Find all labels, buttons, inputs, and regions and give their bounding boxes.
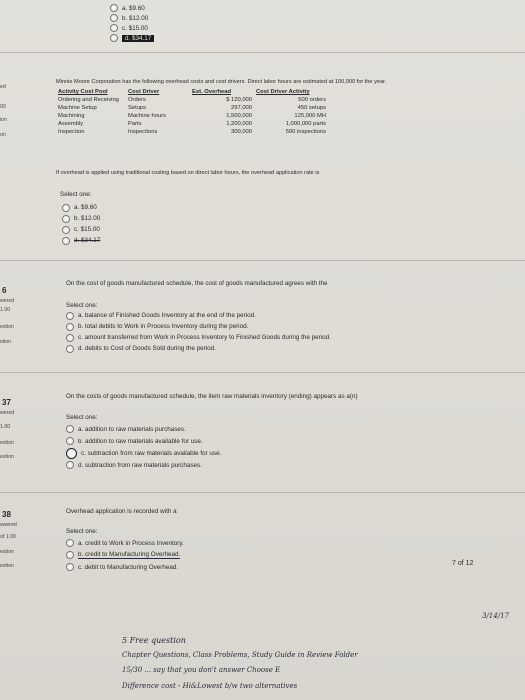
radio-icon[interactable] — [110, 34, 118, 42]
table-cell: Machining — [58, 113, 85, 119]
table-header-row — [56, 88, 328, 96]
divider — [0, 260, 525, 261]
select-one-label: Select one: — [60, 191, 92, 198]
overhead-table — [56, 88, 328, 136]
option-c[interactable]: c. debit to Manufacturing Overhead. — [66, 561, 184, 573]
top-option-d[interactable]: d. $34.17 — [110, 33, 154, 43]
answer-options — [62, 202, 100, 246]
option-d[interactable]: d. $34.17 — [62, 235, 100, 246]
option-b[interactable]: b. addition to raw materials available for use. — [66, 435, 221, 447]
radio-icon[interactable] — [66, 312, 74, 320]
circled-radio-icon[interactable] — [66, 448, 77, 459]
note-line: Chapter Questions, Class Problems, Study Guide in Review Folder — [122, 651, 358, 659]
table-cell: 500 inspections — [285, 129, 326, 135]
question-text: On the cost of goods manufactured schedule, the cost of goods manufactured agrees with the — [66, 280, 328, 287]
table-cell: 1,200,000 — [226, 121, 252, 127]
top-option-b[interactable]: b. $12.00 — [110, 13, 154, 23]
table-cell: $ 120,000 — [226, 97, 252, 103]
radio-icon[interactable] — [66, 334, 74, 342]
note-line: 15/30 ... say that you don't answer Choose E — [122, 666, 281, 674]
radio-icon[interactable] — [62, 226, 70, 234]
question-number: 38 — [2, 510, 11, 519]
sidebar-flag: on — [0, 132, 6, 138]
radio-icon[interactable] — [66, 425, 74, 433]
radio-icon[interactable] — [66, 539, 74, 547]
option-b[interactable]: b. $12.00 — [62, 213, 100, 224]
question-text: On the costs of goods manufactured schedule, the item raw materials inventory (ending) appears as a(n) — [66, 393, 358, 400]
note-date: 3/14/17 — [482, 612, 509, 620]
sidebar-status: ed — [0, 84, 6, 90]
sidebar-flag: estion — [0, 324, 14, 330]
note-line: 5 Free question — [122, 636, 186, 645]
sidebar-status: wered — [0, 298, 15, 304]
top-options — [110, 3, 154, 43]
select-one-label: Select one: — [66, 528, 98, 535]
question-number: 37 — [2, 398, 11, 407]
sidebar-mark: 1.00 — [0, 424, 11, 430]
radio-icon[interactable] — [66, 551, 74, 559]
divider — [0, 492, 525, 493]
sidebar-status: wered — [0, 410, 15, 416]
table-row — [56, 120, 328, 128]
table-header: Cost Driver — [128, 89, 160, 95]
answer-options — [66, 423, 221, 471]
option-b[interactable]: b. credit to Manufacturing Overhead. — [66, 549, 184, 561]
option-d[interactable]: d. debits to Cost of Goods Sold during the period. — [66, 343, 331, 354]
sidebar-flag: stion — [0, 339, 11, 345]
table-cell: 450 setups — [297, 105, 326, 111]
divider — [0, 372, 525, 373]
table-row — [56, 112, 328, 120]
table-cell: 297,000 — [231, 105, 252, 111]
sidebar-flag: estion — [0, 454, 14, 460]
radio-icon[interactable] — [66, 345, 74, 353]
table-cell: 1,000,000 parts — [285, 121, 326, 127]
sidebar-flag: estion — [0, 440, 14, 446]
question-number: 6 — [2, 286, 7, 295]
sidebar-status: swered — [0, 522, 17, 528]
table-cell: Inspections — [128, 129, 158, 135]
divider — [0, 52, 525, 53]
answer-options — [66, 537, 184, 573]
option-b[interactable]: b. total debits to Work in Process Inventory during the period. — [66, 321, 331, 332]
sidebar-mark: of 1.00 — [0, 534, 16, 540]
table-cell: Assembly — [58, 121, 84, 127]
radio-icon[interactable] — [66, 461, 74, 469]
sidebar-mark: 00 — [0, 104, 6, 110]
table-row — [56, 128, 328, 136]
radio-icon[interactable] — [110, 24, 118, 32]
handwritten-notes — [112, 598, 525, 700]
table-cell: Parts — [128, 121, 142, 127]
table-header: Activity Cost Pool — [58, 89, 108, 95]
option-c[interactable]: c. subtraction from raw materials available for use. — [66, 447, 221, 459]
table-row — [56, 104, 328, 112]
table-header: Est. Overhead — [192, 89, 231, 95]
table-row — [56, 96, 328, 104]
sidebar-flag: ion — [0, 117, 7, 123]
table-cell: Orders — [128, 97, 146, 103]
note-line: Difference cost - Hi&Lowest b/w two alternatives — [122, 682, 298, 690]
radio-icon[interactable] — [62, 204, 70, 212]
sidebar-flag: estion — [0, 549, 14, 555]
table-cell: 125,000 MH — [294, 113, 326, 119]
answer-options — [66, 310, 331, 354]
option-d[interactable]: d. subtraction from raw materials purchases. — [66, 459, 221, 471]
radio-icon[interactable] — [66, 563, 74, 571]
radio-icon[interactable] — [62, 215, 70, 223]
page-counter: 7 of 12 — [452, 560, 474, 567]
option-c[interactable]: c. amount transferred from Work in Process Inventory to Finished Goods during the period. — [66, 332, 331, 343]
radio-icon[interactable] — [110, 4, 118, 12]
top-option-a[interactable]: a. $9.60 — [110, 3, 154, 13]
sidebar-mark: 1.00 — [0, 307, 11, 313]
radio-icon[interactable] — [62, 237, 70, 245]
table-cell: 500 orders — [298, 97, 326, 103]
question-text: Overhead application is recorded with a — [66, 508, 177, 515]
radio-icon[interactable] — [66, 323, 74, 331]
table-header: Cost Driver Activity — [256, 89, 310, 95]
option-c[interactable]: c. $15.00 — [62, 224, 100, 235]
table-cell: Ordering and Receiving — [58, 97, 119, 103]
option-a[interactable]: a. addition to raw materials purchases. — [66, 423, 221, 435]
table-cell: 1,500,000 — [226, 113, 252, 119]
question-text: If overhead is applied using traditional costing based on direct labor hours, the overhead application rate is — [56, 170, 320, 176]
option-a[interactable]: a. $9.60 — [62, 202, 100, 213]
sidebar-flag: estion — [0, 563, 14, 569]
table-cell: Machine hours — [128, 113, 167, 119]
option-a[interactable]: a. credit to Work in Process Inventory. — [66, 537, 184, 549]
select-one-label: Select one: — [66, 414, 98, 421]
radio-icon[interactable] — [66, 437, 74, 445]
table-cell: Machine Setup — [58, 105, 97, 111]
select-one-label: Select one: — [66, 302, 98, 309]
question-intro: Minnie Moore Corporation has the following overhead costs and cost drivers. Direct labor hours are estimated at 100,000 for the year. — [56, 79, 387, 85]
option-a[interactable]: a. balance of Finished Goods Inventory at the end of the period. — [66, 310, 331, 321]
table-cell: Setups — [128, 105, 147, 111]
table-cell: Inspection — [58, 129, 85, 135]
table-cell: 300,000 — [231, 129, 252, 135]
top-option-c[interactable]: c. $15.00 — [110, 23, 154, 33]
radio-icon[interactable] — [110, 14, 118, 22]
